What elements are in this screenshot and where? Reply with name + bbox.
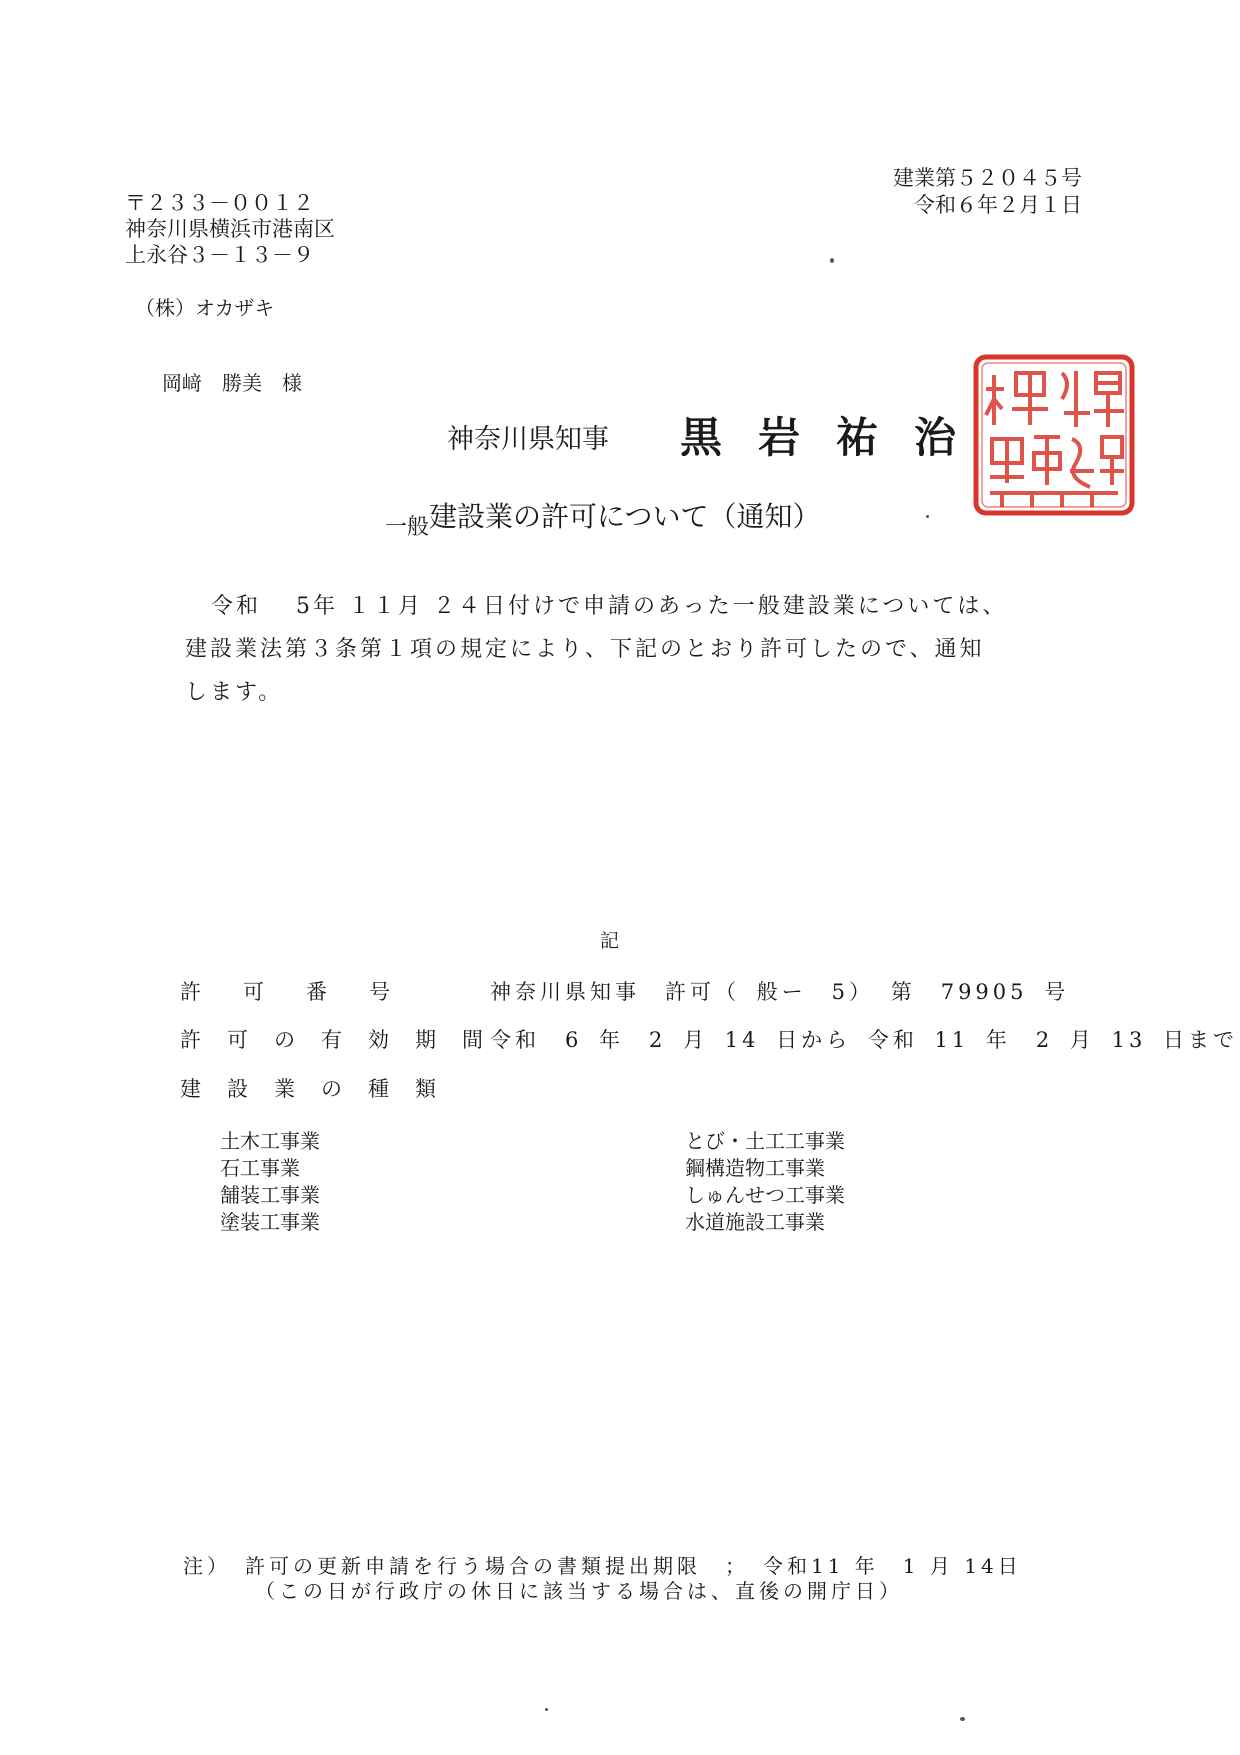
postal-code: 〒２３３－００１２ <box>125 191 314 215</box>
recipient-name: 岡﨑 勝美 様 <box>162 371 302 395</box>
body-line-1: 令和 5年 １１月 ２４日付けで申請のあった一般建設業については、 <box>211 594 1008 619</box>
subject-title: 建設業の許可について（通知） <box>429 500 821 533</box>
scan-speck <box>545 1708 548 1711</box>
issuer-name: 黒岩祐治 <box>680 413 993 462</box>
business-types-right-list <box>685 1128 845 1236</box>
permit-number-label: 許可番号 <box>180 980 432 1004</box>
issuer-title: 神奈川県知事 <box>447 424 609 455</box>
body-text <box>185 585 1070 714</box>
official-seal-stamp <box>972 353 1136 517</box>
document-number: 建業第５２０４５号 <box>893 166 1082 190</box>
subject-line <box>385 495 821 540</box>
address-line-1: 神奈川県横浜市港南区 <box>125 217 335 241</box>
list-item: 鋼構造物工事業 <box>685 1156 825 1180</box>
scan-speck <box>960 1717 965 1721</box>
note-line-1: 注） 許可の更新申請を行う場合の書類提出期限 ； 令和11 年 1 月 14日 <box>183 1554 1022 1578</box>
business-types-label: 建設業の種類 <box>180 1077 462 1101</box>
validity-value: 令和 6 年 2 月 14 日から 令和 11 年 2 月 13 日まで <box>490 1028 1238 1052</box>
document-number-block <box>893 165 1082 219</box>
list-item: とび・土工工事業 <box>685 1129 845 1153</box>
list-item: 舗装工事業 <box>220 1183 320 1207</box>
list-item: 土木工事業 <box>220 1129 320 1153</box>
body-line-3: します。 <box>185 680 284 705</box>
list-item: しゅんせつ工事業 <box>685 1183 845 1207</box>
permit-number-value: 神奈川県知事 許可（ 般ー 5） 第 79905 号 <box>490 980 1070 1004</box>
ki-heading: 記 <box>600 930 620 952</box>
list-item: 塗装工事業 <box>220 1210 320 1234</box>
validity-label: 許可の有効期間 <box>180 1028 509 1052</box>
company-name: （株）オカザキ <box>135 296 275 320</box>
address-line-2: 上永谷３－１３－９ <box>125 243 314 267</box>
recipient-address <box>125 190 335 268</box>
business-types-left-list <box>220 1128 320 1236</box>
note-line-2: （この日が行政庁の休日に該当する場合は、直後の開庁日） <box>255 1579 903 1603</box>
list-item: 石工事業 <box>220 1156 300 1180</box>
body-line-2: 建設業法第３条第１項の規定により、下記のとおり許可したので、通知 <box>185 637 985 662</box>
scan-speck <box>830 258 834 263</box>
document-date: 令和６年２月１日 <box>914 193 1082 217</box>
list-item: 水道施設工事業 <box>685 1210 825 1234</box>
subject-prefix: 一般 <box>385 515 430 540</box>
scan-speck <box>926 515 929 518</box>
